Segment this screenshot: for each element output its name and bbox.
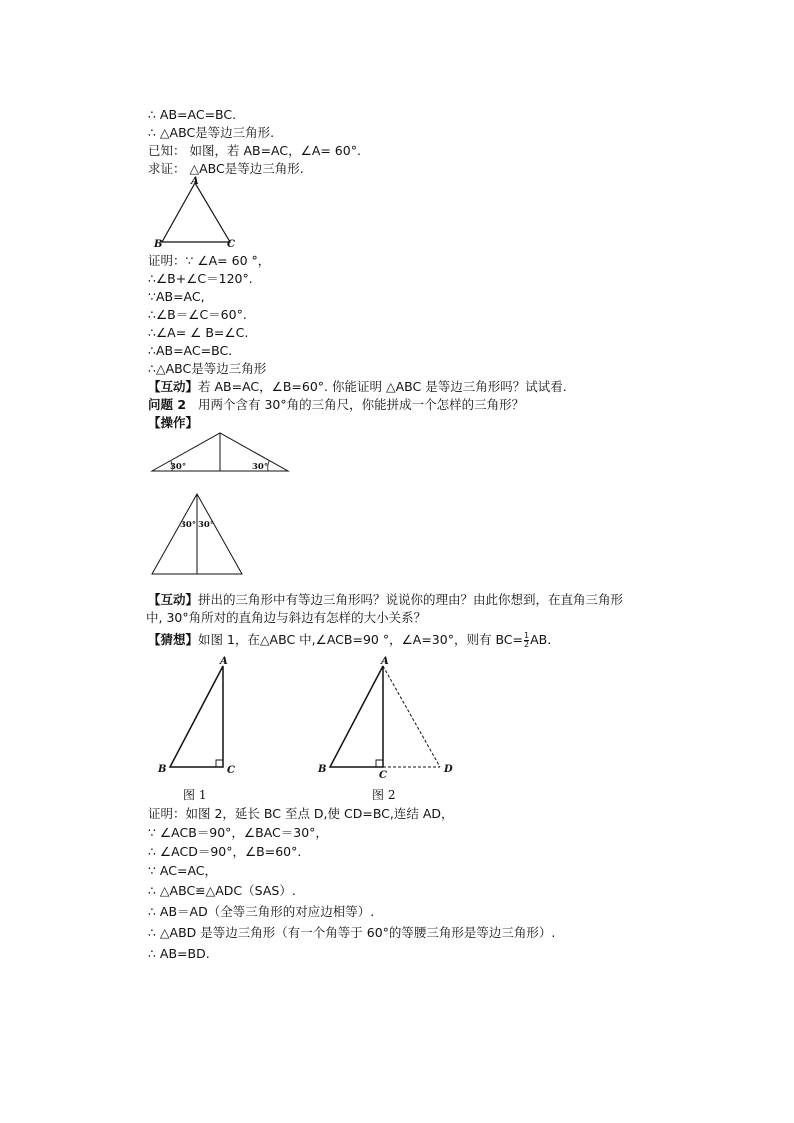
apex-angle-label-right: 30°: [198, 520, 215, 530]
problem-tag: 问题 2: [148, 397, 187, 412]
extended-triangle-figure-2: [315, 652, 465, 781]
proof-line: ∵ ∠ACB＝90°，∠BAC＝30°，: [148, 825, 328, 840]
proof-line: ∴AB=AC=BC.: [148, 343, 233, 358]
problem-line: [148, 397, 524, 413]
vertex-label-b: B: [158, 764, 167, 775]
figure-2-caption: 图 2: [372, 788, 396, 802]
proof-line: ∴△ABC是等边三角形: [148, 361, 267, 376]
conjecture-tail: AB.: [530, 632, 552, 647]
interaction-tag: 【互动】: [148, 379, 199, 394]
known-line: 已知： 如图，若 AB=AC，∠A= 60°.: [148, 143, 361, 158]
equilateral-triangle-figure: [150, 175, 240, 250]
vertex-label-a: A: [191, 176, 199, 187]
proof-line: ∴ AB=BD.: [148, 946, 210, 961]
proof-line: 证明：∵ ∠A= 60 °，: [148, 253, 271, 268]
conjecture-text: 如图 1，在△ABC 中,∠ACB=90 °，∠A=30°，则有 BC=: [198, 632, 523, 647]
dashed-segment-ad: [383, 666, 440, 767]
triangle-abc-shape: [330, 666, 383, 767]
angle-label-right: 30°: [252, 462, 269, 472]
angle-label-left: 30°: [170, 462, 187, 472]
interaction-text: 拼出的三角形中有等边三角形吗？说说你的理由？由此你想到，在直角三角形: [198, 592, 624, 607]
vertex-label-c: C: [227, 765, 235, 776]
problem-text: 用两个含有 30°角的三角尺，你能拼成一个怎样的三角形？: [197, 397, 525, 412]
right-angle-mark: [216, 760, 223, 767]
vertex-label-c: C: [227, 239, 235, 250]
interaction-line-2: 中, 30°角所对的直角边与斜边有怎样的大小关系？: [146, 610, 427, 625]
triangle-shape: [162, 183, 230, 242]
interaction-text: 若 AB=AC，∠B=60°. 你能证明 △ABC 是等边三角形吗？试试看.: [198, 379, 567, 394]
vertex-label-b: B: [154, 239, 163, 250]
prove-line: 求证： △ABC是等边三角形.: [148, 161, 304, 176]
proof-line: 证明：如图 2，延长 BC 至点 D,使 CD=BC,连结 AD，: [148, 806, 454, 821]
interaction-line: [148, 592, 623, 608]
text-line: ∴ AB=AC=BC.: [148, 107, 237, 122]
proof-line: ∵ AC=AC，: [148, 863, 218, 878]
figure-1-caption: 图 1: [183, 788, 207, 802]
text-line: ∴ △ABC是等边三角形.: [148, 125, 275, 140]
vertex-label-c: C: [379, 770, 387, 781]
proof-line: ∴∠B＝∠C＝60°.: [148, 307, 247, 322]
proof-line: ∵AB=AC,: [148, 289, 205, 304]
operation-heading: 【操作】: [148, 415, 199, 430]
conjecture-tag: 【猜想】: [148, 632, 199, 647]
conjecture-line: [148, 632, 551, 649]
proof-line: ∴ △ABC≌△ADC（SAS）.: [148, 883, 296, 898]
right-triangle-figure-1: [150, 652, 250, 776]
proof-line: ∴∠A= ∠ B=∠C.: [148, 325, 249, 340]
vertex-label-a: A: [381, 656, 389, 667]
right-angle-mark: [376, 760, 383, 767]
flat-triangle-figure: [150, 430, 292, 476]
proof-line: ∴ ∠ACD＝90°，∠B=60°.: [148, 844, 302, 859]
right-triangle-shape: [170, 666, 223, 767]
proof-line: ∴ AB＝AD（全等三角形的对应边相等）.: [148, 904, 375, 919]
proof-line: ∴ △ABD 是等边三角形（有一个角等于 60°的等腰三角形是等边三角形）.: [148, 925, 556, 940]
apex-angle-label-left: 30°: [180, 520, 197, 530]
vertex-label-d: D: [444, 764, 453, 775]
fraction-numerator: 1: [524, 631, 530, 640]
vertex-label-b: B: [318, 764, 327, 775]
fraction-half: [524, 632, 529, 649]
vertex-label-a: A: [220, 656, 228, 667]
interaction-line: [148, 379, 567, 395]
proof-line: ∴∠B+∠C＝120°.: [148, 271, 253, 286]
fraction-denominator: 2: [524, 640, 530, 649]
interaction-tag: 【互动】: [148, 592, 199, 607]
tall-triangle-figure: [150, 492, 246, 578]
